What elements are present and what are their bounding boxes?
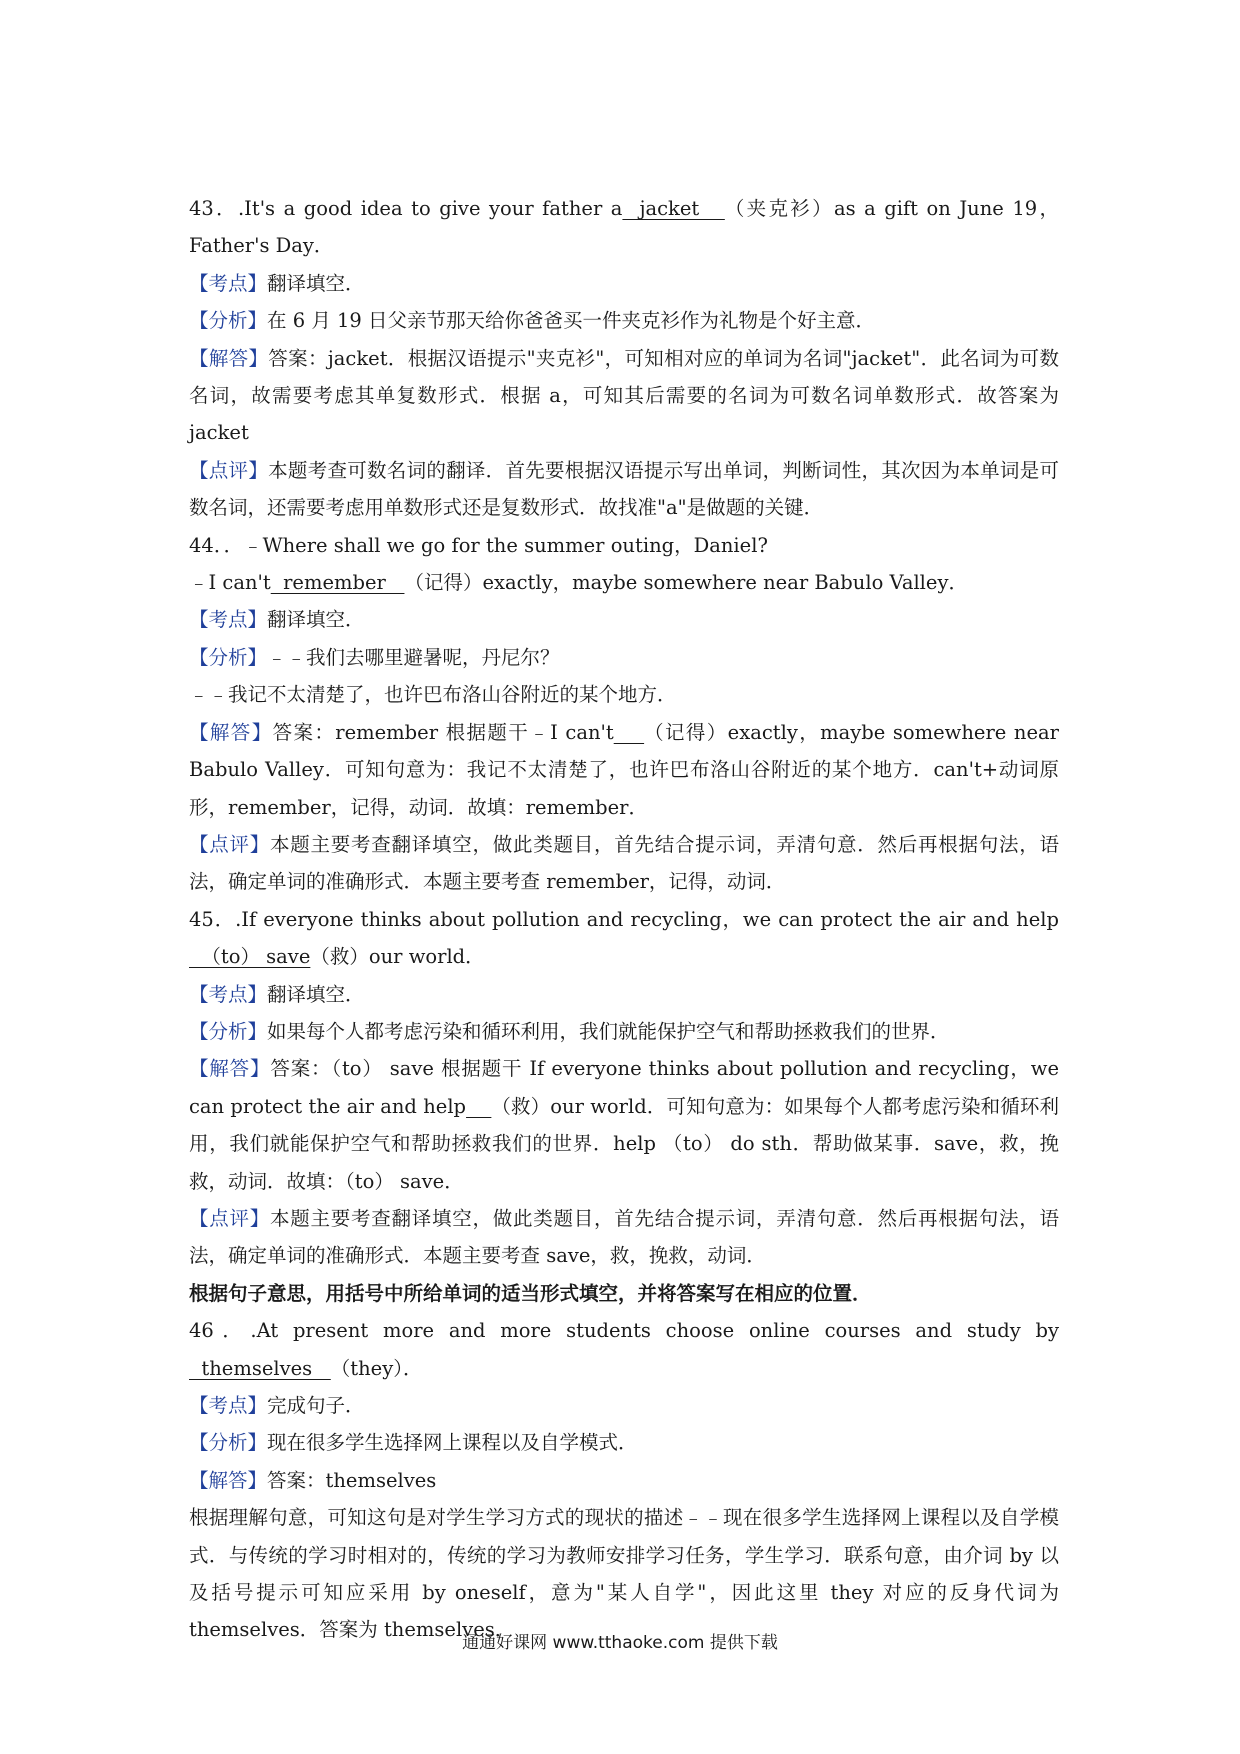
q45-jieda-pre: 答案：（to） save 根据题干 If everyone thinks about pollution and recycling，we can protect the air and help [189,1057,1059,1118]
q45-question-post: （救）our world． [310,945,485,969]
dianping-tag: 【点评】 [189,1206,270,1230]
q44-dianping [189,826,1059,901]
document-body [189,190,1059,1649]
q45-dianping [189,1200,1059,1275]
kaodian-tag: 【考点】 [189,982,268,1006]
q43-dianping-text: 本题考查可数名词的翻译．首先要根据汉语提示写出单词，判断词性，其次因为本单词是可数名词，还需要考虑用单数形式还是复数形式．故找准"a"是做题的关键． [189,458,1059,520]
q45-jieda [189,1050,1059,1200]
jieda-tag: 【解答】 [189,1057,271,1081]
q43-kaodian [189,265,1059,302]
dianping-tag: 【点评】 [189,832,270,856]
q43-question [189,190,1059,265]
q44-line2-post: （记得）exactly，maybe somewhere near Babulo Valley． [404,571,968,595]
jieda-tag: 【解答】 [189,346,269,370]
q45-dianping-text: 本题主要考查翻译填空，做此类题目，首先结合提示词，弄清句意．然后再根据句法，语法，确定单词的准确形式．本题主要考查 save，救，挽救，动词． [189,1206,1059,1268]
fenxi-tag: 【分析】 [189,645,268,669]
q46-fenxi-text: 现在很多学生选择网上课程以及自学模式． [267,1431,638,1455]
q45-kaodian [189,976,1059,1013]
q46-question [189,1312,1059,1387]
q44-jieda-post: （记得）exactly，maybe somewhere near Babulo Valley．可知句意为：我记不太清楚了，也许巴布洛山谷附近的某个地方．can't+动词原形，remember，记得，动词．故填：remember． [189,720,1059,819]
q45-question [189,901,1059,976]
q43-question-post: （夹克衫）as a gift on June 19，Father's Day． [189,197,1059,258]
q44-kaodian [189,601,1059,638]
q43-jieda [189,340,1059,452]
q44-question-line1: 44．．﹣Where shall we go for the summer outing，Daniel? [189,533,768,557]
kaodian-tag: 【考点】 [189,1394,268,1417]
fenxi-tag: 【分析】 [189,1431,268,1455]
q45-jieda-blank [466,1095,491,1118]
q45-kaodian-text: 翻译填空． [267,982,365,1006]
q45-question-pre: 45．.If everyone thinks about pollution and recycling，we can protect the air and help [189,907,1059,931]
q46-kaodian [189,1387,1059,1424]
fenxi-tag: 【分析】 [189,309,268,333]
q43-dianping [189,452,1059,527]
q43-fenxi [189,302,1059,339]
q46-kaodian-text: 完成句子． [267,1394,365,1417]
q46-question-post: （they）． [330,1356,423,1380]
q43-question-pre: 43．.It's a good idea to give your father a [189,197,623,220]
jieda-tag: 【解答】 [189,1468,268,1492]
q46-jieda-text: 答案：themselves [267,1468,437,1492]
q44-jieda-blank [614,721,644,744]
q44-jieda-pre: 答案：remember 根据题干﹣I can't [272,720,614,744]
q46-question-pre: 46．.At present more and more students choose online courses and study by [189,1319,1059,1343]
q45-fenxi-text: 如果每个人都考虑污染和循环利用，我们就能保护空气和帮助拯救我们的世界． [267,1019,950,1043]
q46-fenxi [189,1424,1059,1461]
q44-answer-blank: remember [270,571,405,595]
q44-dianping-text: 本题主要考查翻译填空，做此类题目，首先结合提示词，弄清句意．然后再根据句法，语法，确定单词的准确形式．本题主要考查 remember，记得，动词． [189,832,1059,894]
q44-fenxi-text: ﹣﹣我们去哪里避暑呢，丹尼尔？ [267,645,560,669]
q43-answer-blank: jacket [622,197,725,220]
section-heading: 根据句子意思，用括号中所给单词的适当形式填空，并将答案写在相应的位置． [189,1281,872,1305]
q45-jieda-post: （救）our world．可知句意为：如果每个人都考虑污染和循环利用，我们就能保护空气和帮助拯救我们的世界．help （to） do sth．帮助做某事．save，救，挽救，动词．故填：（to） save． [189,1094,1059,1193]
q43-fenxi-text: 在 6 月 19 日父亲节那天给你爸爸买一件夹克衫作为礼物是个好主意． [267,309,876,333]
kaodian-tag: 【考点】 [189,608,268,632]
q45-fenxi [189,1013,1059,1050]
q43-jieda-text: 答案：jacket．根据汉语提示"夹克衫"，可知相对应的单词为名词"jacket"．此名词为可数名词，故需要考虑其单复数形式．根据 a，可知其后需要的名词为可数名词单数形式．故答案为 jacket [189,346,1059,445]
dianping-tag: 【点评】 [189,458,269,482]
page-footer: 通通好课网 www.tthaoke.com 提供下载 [462,1633,778,1653]
q44-kaodian-text: 翻译填空． [267,608,365,632]
q44-fenxi-line2: ﹣﹣我记不太清楚了，也许巴布洛山谷附近的某个地方． [189,683,677,707]
q46-explanation: 根据理解句意，可知这句是对学生学习方式的现状的描述﹣﹣现在很多学生选择网上课程以及自学模式．与传统的学习时相对的，传统的学习为教师安排学习任务，学生学习．联系句意，由介词 by 以及括号提示可知应采用 by oneself，意为"某人自学"，因此这里 they 对应的反身代词为 themselves．答案为 themselves． [189,1506,1059,1642]
q45-answer-blank: （to） save [189,945,311,969]
kaodian-tag: 【考点】 [189,271,268,295]
q43-kaodian-text: 翻译填空． [267,271,365,295]
q44-line2-pre: ﹣I can't [189,571,271,595]
q44-question-line2 [189,564,1059,601]
q44-fenxi [189,639,1059,676]
q46-jieda [189,1462,1059,1499]
fenxi-tag: 【分析】 [189,1019,268,1043]
jieda-tag: 【解答】 [189,720,273,744]
q44-jieda [189,714,1059,826]
q46-answer-blank: themselves [189,1356,331,1380]
